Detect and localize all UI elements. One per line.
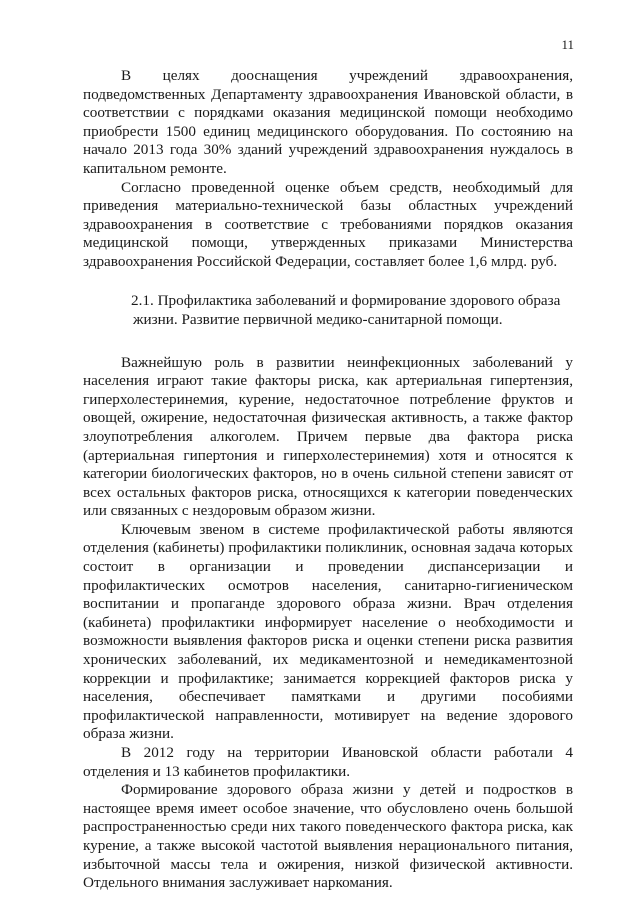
document-body — [83, 67, 573, 893]
paragraph-funding-estimate: Согласно проведенной оценке объем средств, необходимый для приведения материально-технической базы областных учреждений здравоохранения в соответствие с требованиями порядков оказания медицинской помощи, утвержденных приказами Министерства здравоохранения Российской Федерации, составляет более 1,6 млрд. руб. — [83, 178, 573, 270]
paragraph-equipment-needs: В целях дооснащения учреждений здравоохранения, подведомственных Департаменту здравоохранения Ивановской области, в соответствии с порядками оказания медицинской помощи необходимо приобрести 1500 единиц медицинского оборудования. По состоянию на начало 2013 года 30% зданий учреждений здравоохранения нуждалось в капитальном ремонте. — [83, 67, 573, 177]
section-heading-line1: 2.1. Профилактика заболеваний и формирование здорового образа — [131, 291, 561, 309]
paragraph-2012-statistics: В 2012 году на территории Ивановской области работали 4 отделения и 13 кабинетов профилактики. — [83, 744, 573, 780]
paragraph-risk-factors: Важнейшую роль в развитии неинфекционных заболеваний у населения играют такие факторы риска, как артериальная гипертензия, гиперхолестеринемия, курение, недостаточное потребление фруктов и овощей, ожирение, недостаточная физическая активность, а также фактор злоупотребления алкоголем. Причем первые два фактора риска (артериальная гипертония и гиперхолестеринемия) хотя и относятся к категории биологических факторов, но в очень сильной степени зависят от всех остальных факторов риска, относящихся к категории поведенческих или связанных с нездоровым образом жизни. — [83, 353, 573, 520]
paragraph-prevention-offices: Ключевым звеном в системе профилактической работы являются отделения (кабинеты) профилактики поликлиник, основная задача которых состоит в организации и проведении диспансеризации и профилактических осмотров населения, санитарно-гигиеническом воспитании и пропаганде здорового образа жизни. Врач отделения (кабинета) профилактики информирует население о необходимости и возможности выявления факторов риска и оценки степени риска развития хронических заболеваний, их медикаментозной и немедикаментозной коррекции и профилактике; занимается коррекцией факторов риска у населения, обеспечивает памятками и другими пособиями профилактической направленности, мотивирует на ведение здорового образа жизни. — [83, 520, 573, 743]
section-heading — [83, 291, 573, 329]
section-heading-line2: жизни. Развитие первичной медико-санитарной помощи. — [133, 310, 503, 328]
page-number: 11 — [561, 37, 574, 52]
paragraph-youth-healthy-lifestyle: Формирование здорового образа жизни у детей и подростков в настоящее время имеет особое значение, что обусловлено очень большой распространенностью среди них такого поведенческого фактора риска, как курение, а также высокой частотой выявления нерационального питания, избыточной массы тела и ожирения, низкой физической активности. Отдельного внимания заслуживает наркомания. — [83, 781, 573, 892]
